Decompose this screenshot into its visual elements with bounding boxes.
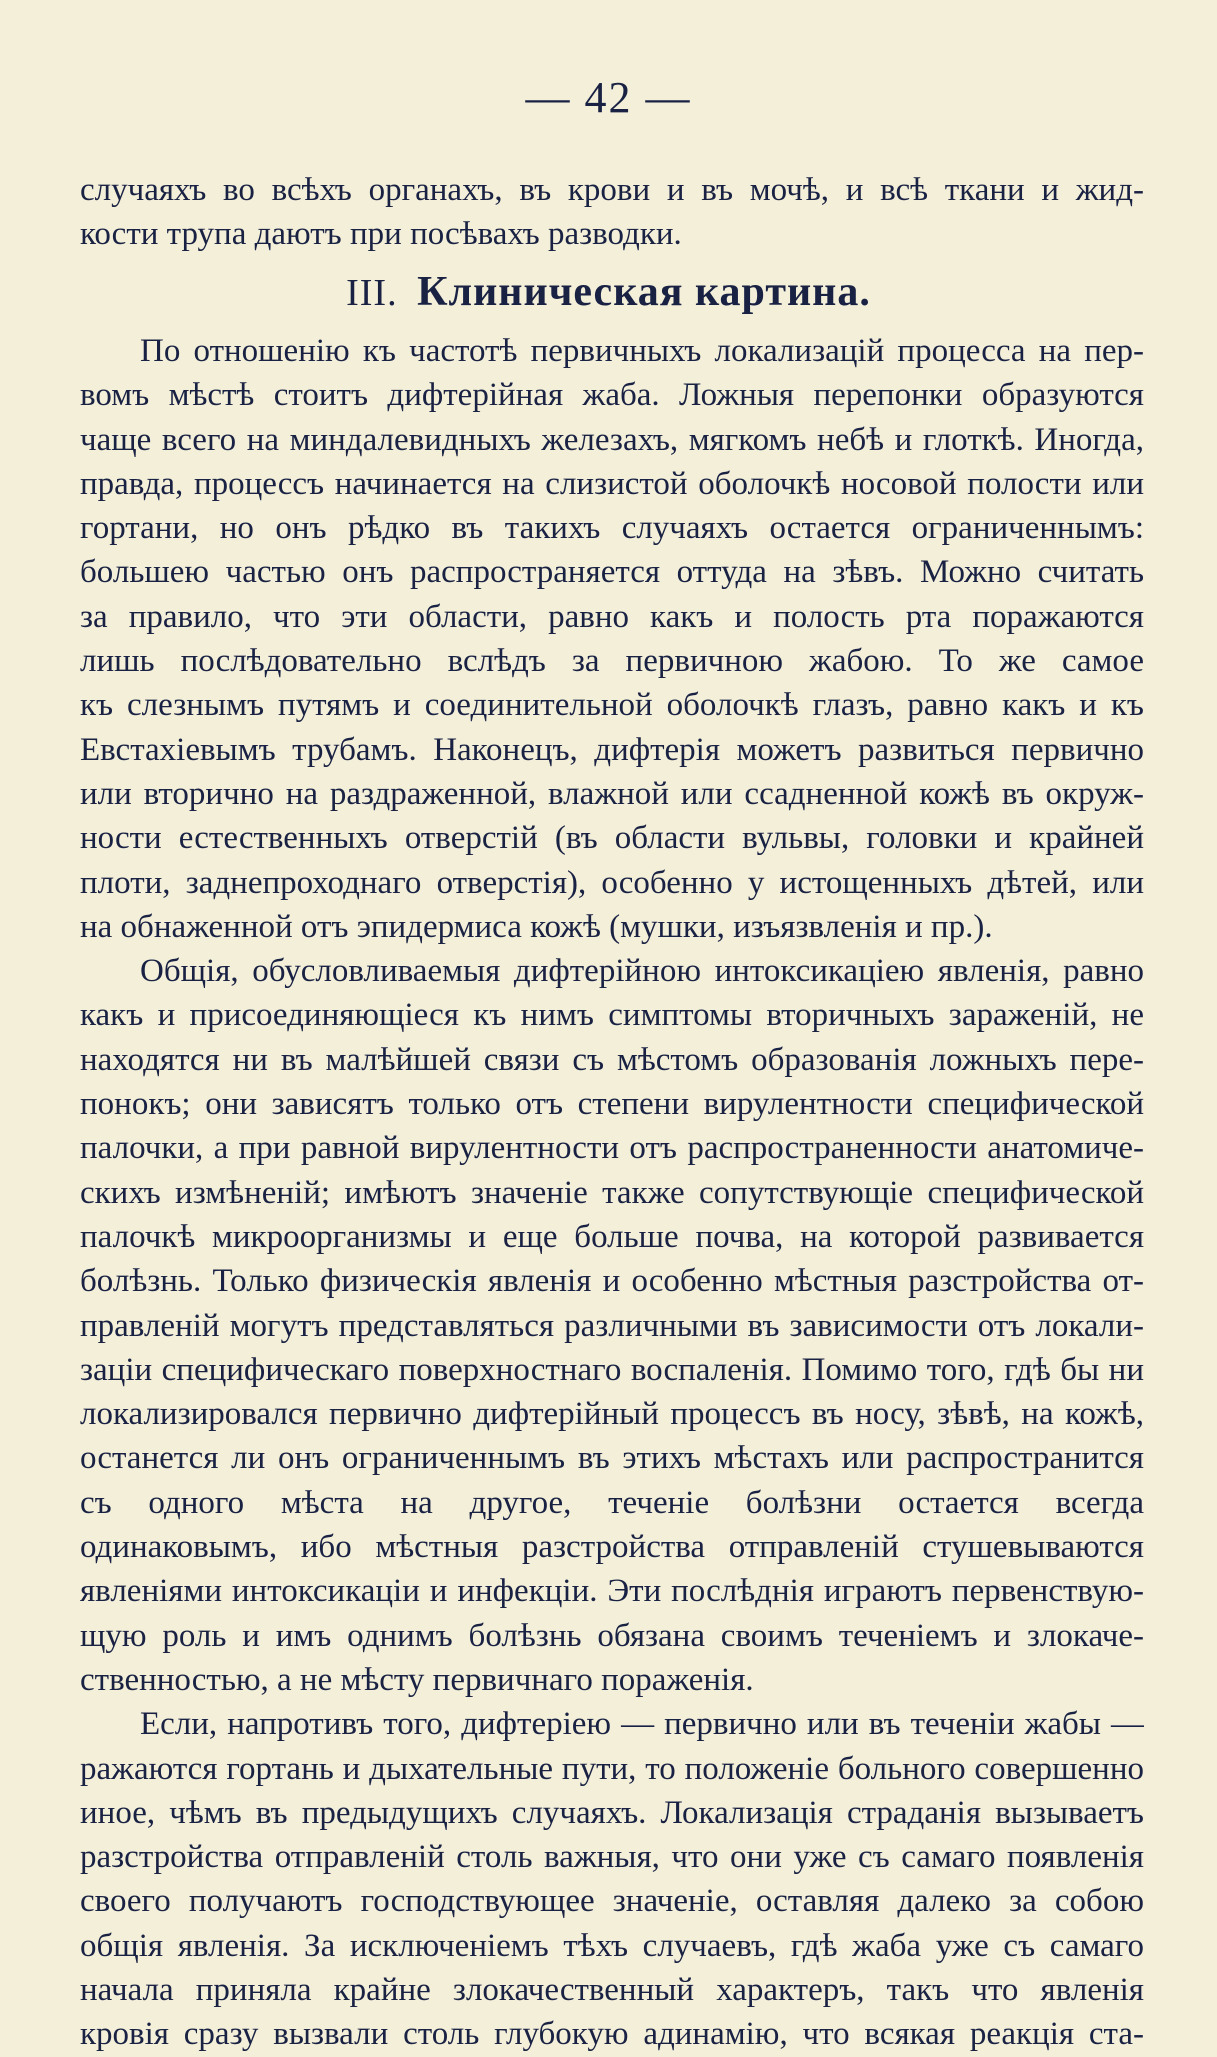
text-line: на обнаженной отъ эпидермиса кожѣ (мушки, изъязвленія и пр.).: [80, 908, 993, 945]
text-line: большею частью онъ распространяется оттуда на зѣвъ. Можно считать: [80, 554, 1144, 591]
text-line: болѣзнь. Только физическія явленія и особенно мѣстныя разстройства от-: [80, 1263, 1144, 1300]
text-line: Общія, обусловливаемыя дифтерійною интоксикаціею явленія, равно: [140, 953, 1144, 990]
text-line: плоти, заднепроходнаго отверстія), особенно у истощенныхъ дѣтей, или: [80, 864, 1144, 901]
text-line: Евстахіевымъ трубамъ. Наконецъ, дифтерія можетъ развиться первично: [80, 731, 1144, 768]
paragraph: [80, 329, 1144, 949]
text-line: разстройства отправленій столь важныя, что они уже съ самаго появленія: [80, 1839, 1144, 1876]
section-heading: [0, 268, 1217, 316]
text-line: находятся ни въ малѣйшей связи съ мѣстомъ образованія ложныхъ пере-: [80, 1041, 1144, 1078]
text-line: локализировался первично дифтерійный процессъ въ носу, зѣвѣ, на кожѣ,: [80, 1396, 1144, 1433]
text-line: правда, процессъ начинается на слизистой оболочкѣ носовой полости или: [80, 465, 1144, 502]
text-line: лишь послѣдовательно вслѣдъ за первичною жабою. То же самое: [80, 643, 1144, 680]
text-line: кровія сразу вызвали столь глубокую адинамію, что всякая реакція ста-: [80, 2016, 1144, 2053]
text-line: скихъ измѣненій; имѣютъ значеніе также сопутствующіе специфической: [80, 1174, 1144, 1211]
text-line: гортани, но онъ рѣдко въ такихъ случаяхъ остается ограниченнымъ:: [80, 510, 1144, 547]
section-body: [80, 329, 1144, 2057]
text-line: или вторично на раздраженной, влажной или ссадненной кожѣ въ окруж-: [80, 775, 1144, 812]
text-line: чаще всего на миндалевидныхъ железахъ, мягкомъ небѣ и глоткѣ. Иногда,: [80, 421, 1144, 458]
text-line: случаяхъ во всѣхъ органахъ, въ крови и въ мочѣ, и всѣ ткани и жид-: [80, 172, 1144, 208]
continuation-text: [80, 168, 1144, 257]
paragraph: [80, 949, 1144, 1702]
text-line: одинаковымъ, ибо мѣстныя разстройства отправленій стушевываются: [80, 1529, 1144, 1566]
text-line: щую роль и имъ однимъ болѣзнь обязана своимъ теченіемъ и злокаче-: [80, 1617, 1144, 1654]
section-title: Клиническая картина.: [417, 269, 871, 315]
page-number: — 42 —: [525, 73, 692, 122]
text-line: вомъ мѣстѣ стоитъ дифтерійная жаба. Ложныя перепонки образуются: [80, 377, 1144, 414]
text-line: иное, чѣмъ въ предыдущихъ случаяхъ. Локализація страданія вызываетъ: [80, 1794, 1144, 1831]
text-line: останется ли онъ ограниченнымъ въ этихъ мѣстахъ или распространится: [80, 1440, 1144, 1477]
text-line: понокъ; они зависятъ только отъ степени вирулентности специфической: [80, 1086, 1144, 1123]
text-line: ственностью, а не мѣсту первичнаго пораженія.: [80, 1661, 754, 1698]
text-line: правленій могутъ представляться различными въ зависимости отъ локали-: [80, 1307, 1144, 1344]
text-line: По отношенію къ частотѣ первичныхъ локализацій процесса на пер-: [140, 333, 1144, 369]
text-line: заціи специфическаго поверхностнаго воспаленія. Помимо того, гдѣ бы ни: [80, 1351, 1144, 1388]
text-line: какъ и присоединяющіеся къ нимъ симптомы вторичныхъ зараженій, не: [80, 997, 1144, 1034]
text-line: палочки, а при равной вирулентности отъ распространенности анатомиче-: [80, 1130, 1144, 1167]
section-number: III.: [346, 272, 398, 314]
text-line: Если, напротивъ того, дифтеріею — первично или въ теченіи жабы —: [140, 1706, 1144, 1743]
text-line: ности естественныхъ отверстій (въ области вульвы, головки и крайней: [80, 820, 1144, 857]
text-line: общія явленія. За исключеніемъ тѣхъ случаевъ, гдѣ жаба уже съ самаго: [80, 1927, 1144, 1964]
text-line: явленіями интоксикаціи и инфекціи. Эти послѣднія играютъ первенствую-: [80, 1573, 1144, 1610]
text-line: палочкѣ микроорганизмы и еще больше почва, на которой развивается: [80, 1218, 1144, 1255]
text-line: ражаются гортань и дыхательные пути, то положеніе больного совершенно: [80, 1750, 1144, 1787]
text-line: къ слезнымъ путямъ и соединительной оболочкѣ глазъ, равно какъ и къ: [80, 687, 1144, 724]
paragraph: [80, 1702, 1144, 2056]
text-line: съ одного мѣста на другое, теченіе болѣзни остается всегда: [80, 1484, 1144, 1521]
text-line: начала приняла крайне злокачественный характеръ, такъ что явленія: [80, 1971, 1144, 2008]
text-line: кости трупа даютъ при посѣвахъ разводки.: [80, 216, 682, 253]
text-line: своего получаютъ господствующее значеніе, оставляя далеко за собою: [80, 1883, 1144, 1920]
text-line: за правило, что эти области, равно какъ и полость рта поражаются: [80, 598, 1144, 635]
